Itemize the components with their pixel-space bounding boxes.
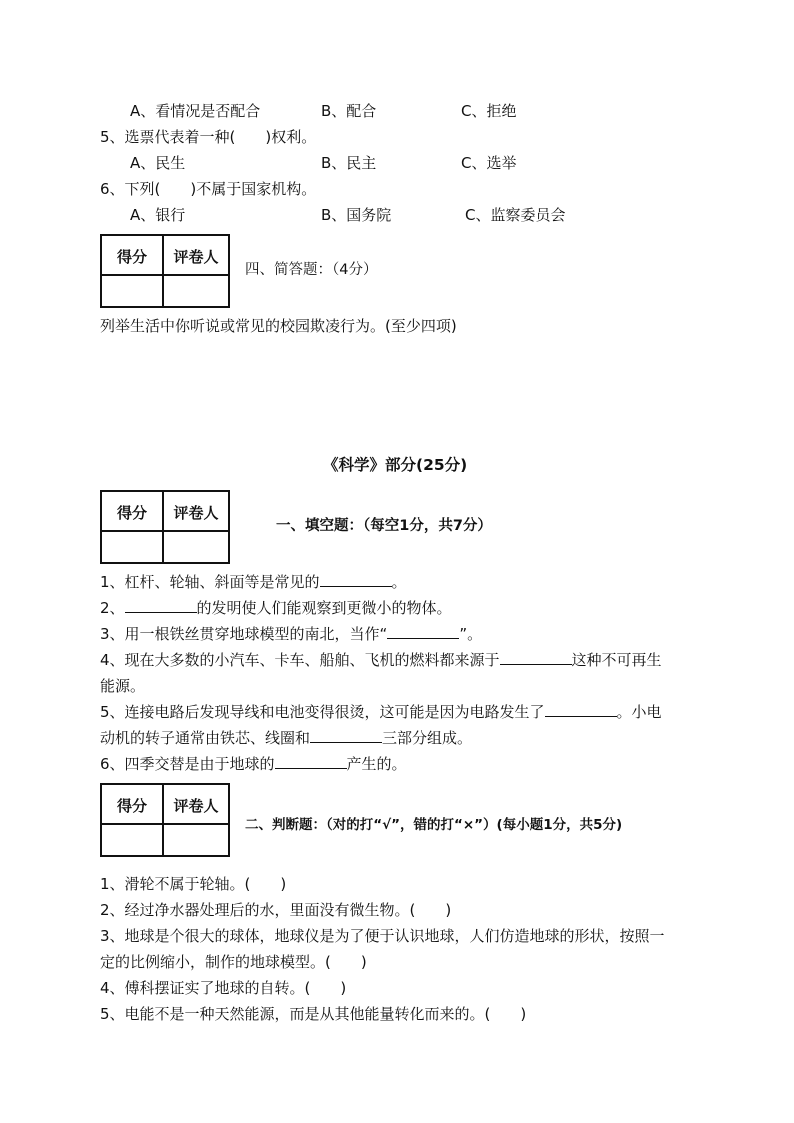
answer-blank[interactable] [387,624,459,639]
section4-title: 四、简答题：（4分） [245,262,378,278]
fill-q4-cont: 能源。 [100,677,146,695]
answer-blank[interactable] [275,754,347,769]
answer-blank[interactable] [310,728,382,743]
q4-option-b: B、配合 [321,102,377,120]
section1-title: 一、填空题：（每空1分，共7分） [276,518,492,534]
answer-blank[interactable] [545,702,617,717]
fill-q2: 2、 的发明使人们能观察到更微小的物体。 [100,599,452,617]
q5-option-b: B、民主 [321,154,377,172]
score-cell [102,532,164,562]
answer-blank[interactable] [125,598,197,613]
judge-q2: 2、经过净水器处理后的水，里面没有微生物。( ) [100,901,452,919]
score-label: 得分 [116,797,147,815]
q4-option-c: C、拒绝 [461,102,517,120]
fill-q5-cont: 动机的转子通常由铁芯、线圈和 三部分组成。 [100,729,473,747]
answer-blank[interactable] [320,572,392,587]
grader-label: 评卷人 [173,248,219,266]
grader-cell [164,825,228,855]
fill-q3: 3、用一根铁丝贯穿地球模型的南北，当作“ ”。 [100,625,483,643]
judge-q1: 1、滑轮不属于轮轴。( ) [100,875,287,893]
fill-q1: 1、杠杆、轮轴、斜面等是常见的 。 [100,573,407,591]
grader-label: 评卷人 [173,504,219,522]
q6-option-a: A、银行 [130,206,186,224]
q5-option-a: A、民生 [130,154,186,172]
score-cell [102,276,164,306]
score-label: 得分 [116,248,147,266]
section4-question: 列举生活中你听说或常见的校园欺凌行为。(至少四项) [100,317,457,335]
score-box-section1 [100,490,230,564]
section2-title: 二、判断题：（对的打“√”，错的打“×”）(每小题1分，共5分) [245,817,623,833]
judge-q3-cont: 定的比例缩小，制作的地球模型。( ) [100,953,367,971]
judge-q5: 5、电能不是一种天然能源，而是从其他能量转化而来的。( ) [100,1005,527,1023]
q6-option-b: B、国务院 [321,206,392,224]
fill-q6: 6、四季交替是由于地球的 产生的。 [100,755,407,773]
q5-stem: 5、选票代表着一种( )权利。 [100,128,317,146]
q5-option-c: C、选举 [461,154,517,172]
q6-option-c: C、监察委员会 [465,206,566,224]
score-cell [102,825,164,855]
fill-q5: 5、连接电路后发现导线和电池变得很烫，这可能是因为电路发生了 。小电 [100,703,662,721]
judge-q4: 4、傅科摆证实了地球的自转。( ) [100,979,347,997]
grader-label: 评卷人 [173,797,219,815]
grader-cell [164,276,228,306]
q6-stem: 6、下列( )不属于国家机构。 [100,180,317,198]
q4-option-a: A、看情况是否配合 [130,102,261,120]
answer-blank[interactable] [500,650,572,665]
score-box-section2 [100,783,230,857]
score-label: 得分 [116,504,147,522]
score-box-section4 [100,234,230,308]
fill-q4: 4、现在大多数的小汽车、卡车、船舶、飞机的燃料都来源于 这种不可再生 [100,651,662,669]
science-heading: 《科学》部分(25分) [323,456,468,474]
judge-q3: 3、地球是个很大的球体，地球仪是为了便于认识地球，人们仿造地球的形状，按照一 [100,927,665,945]
grader-cell [164,532,228,562]
